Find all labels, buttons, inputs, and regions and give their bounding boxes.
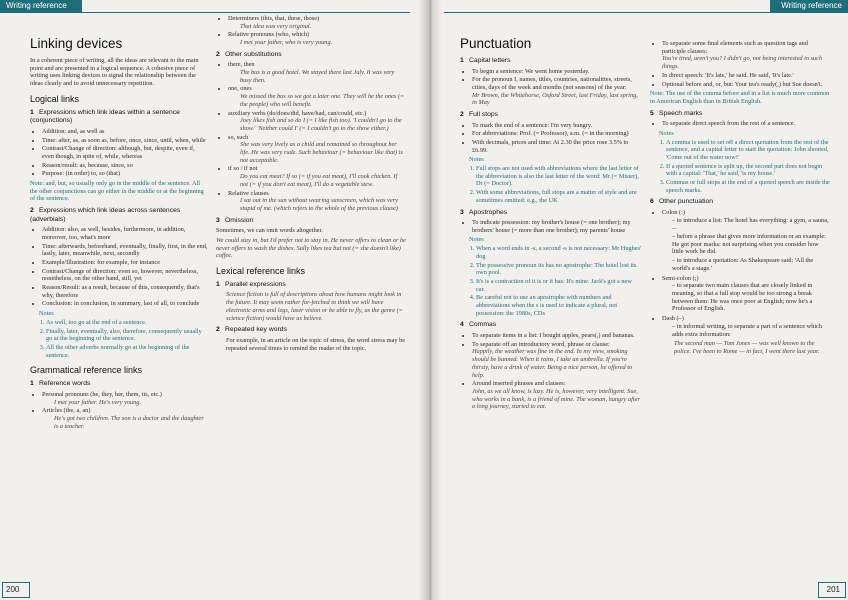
example-text: Do you eat meat? If so (= if you eat meat), I'll cook chicken. If not (= if you don't eat meat), I'll do a vegetable stew.	[240, 173, 398, 188]
section-title: Parallel expressions	[225, 280, 286, 288]
omission-example: We could stay in, but I'd prefer not to stay in. He never offers to clean or he never offers to wash the dishes. Sally likes tea but not (= she doesn't like) coffee.	[216, 236, 406, 260]
example-text: Joey likes fish and so do I (= I like fish too). 'I couldn't go to the show.' 'Neither could I' (= I couldn't go to the show either.)	[240, 117, 402, 132]
list-text: For the pronoun I, names, titles, countries, nationalities, streets, cities, days of the week and months (not seasons) of the year:	[472, 76, 632, 91]
notes-list	[460, 165, 642, 205]
example-text: That idea was very original.	[240, 22, 312, 30]
commas-list	[460, 332, 642, 411]
list-item	[228, 15, 406, 30]
section-number: 5	[650, 109, 654, 117]
apostrophes-list	[460, 219, 642, 234]
notes-label: Notes	[469, 236, 484, 244]
section-title: Expressions which link ideas within a sentence (conjunctions)	[30, 108, 180, 125]
notes-label: Notes	[659, 129, 674, 137]
example-text: Mr Brown, the Whitehorse, Oxford Street, last Friday, last spring, in May	[472, 91, 638, 107]
list-text: so, such	[228, 133, 249, 141]
list-text: one, ones	[228, 85, 252, 93]
column-punctuation	[460, 36, 642, 413]
page-number-left: 200	[6, 585, 20, 594]
notes-label: Notes	[39, 310, 54, 318]
list-item: • Contrast/Change of direction: although, but, despite, even if, even though, in spite of, while, whereas	[42, 145, 208, 160]
list-item	[42, 407, 208, 430]
reference-words-list-cont	[216, 15, 406, 47]
list-item	[472, 380, 642, 411]
list-text: Colon (:)	[662, 208, 685, 216]
note-comma-and: Note: The use of the comma before and in a list is much more common in American English than in British English.	[650, 90, 830, 105]
repeated-key-words-text: For example, in an article on the topic of stress, the word stress may be repeated several times to remind the reader of the topic.	[226, 336, 406, 352]
list-item: • Reason/Result: as a result, because of this, consequently, that's why, therefore	[42, 284, 208, 299]
list-item	[228, 61, 406, 84]
commas-list-cont	[650, 40, 830, 88]
list-text: auxiliary verbs (do/does/did, have/had, can/could, etc.)	[228, 109, 367, 117]
list-item: • Addition: and, as well as	[42, 128, 208, 136]
subheading-omission	[216, 217, 406, 226]
list-text: if so / if not	[228, 165, 258, 173]
list-text: To separate off an introductory word, phrase or clause:	[472, 340, 610, 348]
header-rule-right	[444, 12, 848, 13]
subheading-speech-marks	[650, 110, 830, 119]
list-item: • Purpose: (in order) to, so (that)	[42, 170, 208, 178]
list-item	[228, 85, 406, 108]
list-item	[42, 391, 208, 406]
list-item: • Time: after, as, as soon as, before, once, since, until, when, while	[42, 137, 208, 145]
list-item	[662, 209, 830, 273]
list-text: there, then	[228, 61, 255, 69]
section-number: 2	[30, 207, 34, 215]
list-item: • To separate items in a list: I bought apples, pears(,) and bananas.	[472, 332, 642, 340]
section-number: 2	[216, 326, 220, 334]
intro-paragraph: In a coherent piece of writing, all the ideas are relevant to the main point and are presented in a logical sequence. A cohesive piece of writing uses linking devices to signal the relationship between the ideas clearly and to avoid unnecessary repetition.	[30, 57, 199, 88]
list-item	[228, 110, 406, 133]
list-item	[228, 190, 406, 213]
list-item	[228, 31, 406, 46]
list-item: • Addition: also, as well, besides, furthermore, in addition, moreover, too, what's more	[42, 226, 208, 241]
subheading-parallel-expressions	[216, 281, 406, 290]
example-text: You're tired, aren't you? I didn't go, not being interested in such things.	[662, 55, 823, 71]
dash-uses	[662, 323, 830, 338]
omission-text: Sometimes, we can omit words altogether.	[216, 227, 323, 235]
list-item: • Time: afterwards, beforehand, eventually, finally, first, in the end, lastly, later, meanwhile, next, secondly	[42, 243, 208, 258]
note-item: 2. Finally, later, eventually, also, therefore, consequently usually go at the beginning of the sentence.	[46, 328, 208, 343]
section-title: Other substitutions	[225, 50, 282, 58]
heading-lexical-links: Lexical reference links	[216, 265, 306, 276]
list-text: Around inserted phrases and clauses:	[472, 380, 566, 388]
note-item: 2. With some abbreviations, full stops are a matter of style and are sometimes omitted: e.g., the UK	[476, 189, 642, 204]
parallel-expressions-text: Science fiction is full of descriptions about how humans might look in the future. It may seem rather far-fetched to think we will have electronic arms and legs, laser vision or be able to fly, as the genre (= science fiction) would have us believe.	[226, 291, 403, 322]
list-text: Relative clauses	[228, 189, 269, 197]
list-item: • With decimals, prices and time: At 2.30 the price rose 3.5% to £6.99.	[472, 139, 642, 154]
substitutions-list	[216, 61, 406, 212]
capital-letters-list	[460, 68, 642, 108]
example-text: John, as we all know, is lazy. He is, however, very intelligent. Sue, who works in a bank, is a friend of mine. The woman, hungry after a long journey, started to eat.	[472, 387, 640, 411]
note-item: 1. A comma is used to set off a direct quotation from the rest of the sentence, and a capital letter to start the quotation: John shouted, 'Come out of the water now!'	[666, 139, 830, 162]
sub-item: – to separate two main clauses that are closely linked in meaning, so that a full stop would be too strong a break between them: He was once poor at English; now he's a Professor of English.	[672, 282, 830, 313]
section-tab-left: Writing reference	[0, 0, 82, 12]
page-title-punctuation: Punctuation	[460, 36, 532, 51]
note-item: 1. As well, too go at the end of a sentence.	[46, 319, 208, 327]
section-tab-right: Writing reference	[770, 0, 848, 12]
section-title: Full stops	[469, 111, 499, 119]
note-item: 2. The possessive pronoun its has no apostrophe: The hotel lost its own pool.	[476, 262, 642, 277]
example-text: The second man — Tom Jones — was well known to the police. I've been to Rome — in fact, I went there last year.	[674, 340, 820, 355]
section-number: 3	[216, 216, 220, 224]
notes-list	[30, 319, 208, 360]
subheading-other-punctuation	[650, 198, 830, 207]
subheading-conjunctions	[30, 109, 208, 126]
section-title: Expressions which link ideas across sentences (adverbials)	[30, 207, 181, 223]
note-item: 3. Commas or full stops at the end of a quoted speech are inside the speech marks.	[666, 179, 830, 194]
list-item: • Example/Illustration: for example, for instance	[42, 259, 208, 267]
list-item: • Contrast/Change of direction: even so, however, nevertheless, nonetheless, on the other hand, still, yet	[42, 268, 208, 283]
note-item: 1. Full stops are not used with abbreviations where the last letter of the abbreviation is also the last letter of the word: Mr (= Mister), Dr (= Doctor).	[476, 165, 642, 188]
list-item: • Conclusion: in conclusion, in summary, last of all, to conclude	[42, 300, 208, 308]
note-item: 2. If a quoted sentence is split up, the second part does not begin with a capital: 'That,' he said, 'is my house.'	[666, 163, 830, 178]
speech-marks-list	[650, 120, 830, 128]
sub-item: – in informal writing, to separate a part of a sentence which adds extra information:	[672, 323, 830, 338]
example-text: The bus is a good hotel. We stayed there last July. It was very busy then.	[240, 69, 395, 84]
list-item	[228, 165, 406, 188]
list-text: To separate some final elements such as question tags and participle clauses:	[662, 40, 808, 55]
note-conjunctions: Note: and, but, so usually only go in the middle of the sentence. All the other conjunctions can go either in the middle or at the beginning of the sentence.	[30, 180, 204, 203]
notes-list	[650, 139, 830, 195]
list-item: • Optional before and, or, but: Your tea's ready(,) but Sue doesn't.	[662, 81, 830, 89]
notes-list	[460, 245, 642, 317]
column-substitutions	[216, 15, 406, 354]
section-number: 2	[460, 111, 464, 119]
example-text: She was very lively as a child and remained so throughout her life. He was very rude. Such behaviour (= behaviour like that) is not acceptable.	[240, 141, 403, 164]
section-title: Repeated key words	[225, 326, 287, 334]
sub-item: – before a phrase that gives more information or an example: He got poor marks: not surprising when you consider how little work he did.	[672, 233, 830, 256]
list-text: Determiners (this, that, these, those)	[228, 15, 320, 22]
section-title: Reference words	[39, 380, 91, 388]
reference-words-list	[30, 391, 208, 431]
section-number: 2	[216, 50, 220, 58]
list-item: • To begin a sentence: We went home yesterday.	[472, 68, 642, 76]
note-item: 3. All the other adverbs normally go at the beginning of the sentence.	[46, 344, 208, 359]
sub-item: – to introduce a quotation: As Shakespeare said: 'All the world's a stage.'	[672, 257, 830, 272]
list-text: Articles (the, a, an)	[42, 407, 91, 415]
subheading-apostrophes	[460, 209, 642, 218]
section-title: Apostrophes	[469, 208, 508, 216]
list-text: Personal pronouns (he, they, her, them, its, etc.)	[42, 390, 162, 398]
example-text: I met your father. He's very young.	[54, 398, 142, 406]
subheading-reference-words	[30, 380, 208, 389]
conjunctions-list	[30, 128, 208, 178]
sub-item: – to introduce a list: The hotel has everything: a gym, a sauna, ...	[672, 217, 830, 232]
list-item	[228, 134, 406, 165]
list-text: Semi-colon (;)	[662, 274, 699, 282]
section-number: 6	[650, 198, 654, 206]
note-item: 3. It's is a contraction of it is or it has: It's mine. Jack's got a new car.	[476, 278, 642, 293]
list-item	[472, 341, 642, 380]
header-rule-left	[0, 12, 410, 13]
section-title: Speech marks	[659, 109, 703, 117]
section-number: 1	[216, 280, 220, 288]
page-title-linking-devices: Linking devices	[30, 36, 123, 51]
subheading-commas	[460, 321, 642, 330]
heading-grammatical-links: Grammatical reference links	[30, 365, 143, 376]
notes-label: Notes	[469, 156, 484, 164]
colon-uses	[662, 217, 830, 273]
subheading-capital-letters	[460, 57, 642, 66]
list-item	[662, 315, 830, 356]
section-title: Other punctuation	[659, 198, 714, 206]
list-item: • To separate direct speech from the rest of a sentence.	[662, 120, 830, 128]
column-linking-devices	[30, 36, 208, 432]
adverbials-list	[30, 226, 208, 308]
page-number-right: 201	[826, 585, 840, 594]
example-text: He's got two children. The son is a doctor and the daughter is a teacher.	[54, 415, 204, 430]
subheading-repeated-key-words	[216, 326, 406, 335]
section-title: Omission	[225, 216, 254, 224]
subheading-other-substitutions	[216, 51, 406, 60]
list-item	[472, 76, 642, 107]
note-item: 1. When a word ends in -s, a second -s is not necessary: Mr Hughes' dog	[476, 245, 642, 260]
list-item: • For abbreviations: Prof. (= Professor), a.m. (= in the morning)	[472, 130, 642, 138]
other-punctuation-list	[650, 209, 830, 356]
note-item: 4. Be careful not to use an apostrophe with numbers and abbreviations when the s is used to indicate a plural, not possession: the 1980s, CDs	[476, 294, 642, 317]
example-text: I met your father, who is very young.	[240, 39, 333, 47]
list-item	[662, 40, 830, 71]
heading-logical-links: Logical links	[30, 93, 80, 104]
section-title: Capital letters	[469, 57, 511, 64]
list-item: • To mark the end of a sentence: I'm very hungry.	[472, 122, 642, 130]
section-number: 1	[30, 108, 34, 116]
list-item	[662, 275, 830, 314]
list-text: Relative pronouns (who, which)	[228, 31, 310, 39]
list-item: • In direct speech: 'It's late,' he said. He said, 'It's late.'	[662, 72, 830, 80]
section-title: Commas	[469, 321, 497, 329]
section-number: 1	[30, 380, 34, 388]
list-text: Dash (–)	[662, 315, 684, 323]
book-gutter	[418, 0, 442, 600]
column-punctuation-cont	[650, 40, 830, 358]
example-text: We missed the bus so we got a later one. They will be the ones (= the people) who will benefit.	[240, 93, 405, 108]
section-number: 1	[460, 57, 464, 64]
example-text: I sat out in the sun without wearing sunscreen, which was very stupid of me. (which refers to the whole of the previous clause)	[240, 197, 398, 212]
section-number: 4	[460, 321, 464, 329]
list-item: • To indicate possession: my brother's house (= one brother); my brothers' house (= more than one brother); my parents' house	[472, 219, 642, 234]
list-item: • Reason/result: as, because, since, so	[42, 162, 208, 170]
section-number: 3	[460, 208, 464, 216]
example-text: Happily, the weather was fine in the end. In my view, smoking should be banned. When it rains, I take an umbrella. If you're thirsty, have a drink of water. Being a nice person, he offered to help.	[472, 348, 633, 379]
full-stops-list	[460, 122, 642, 155]
subheading-adverbials	[30, 207, 208, 224]
semicolon-uses	[662, 282, 830, 313]
subheading-full-stops	[460, 111, 642, 120]
